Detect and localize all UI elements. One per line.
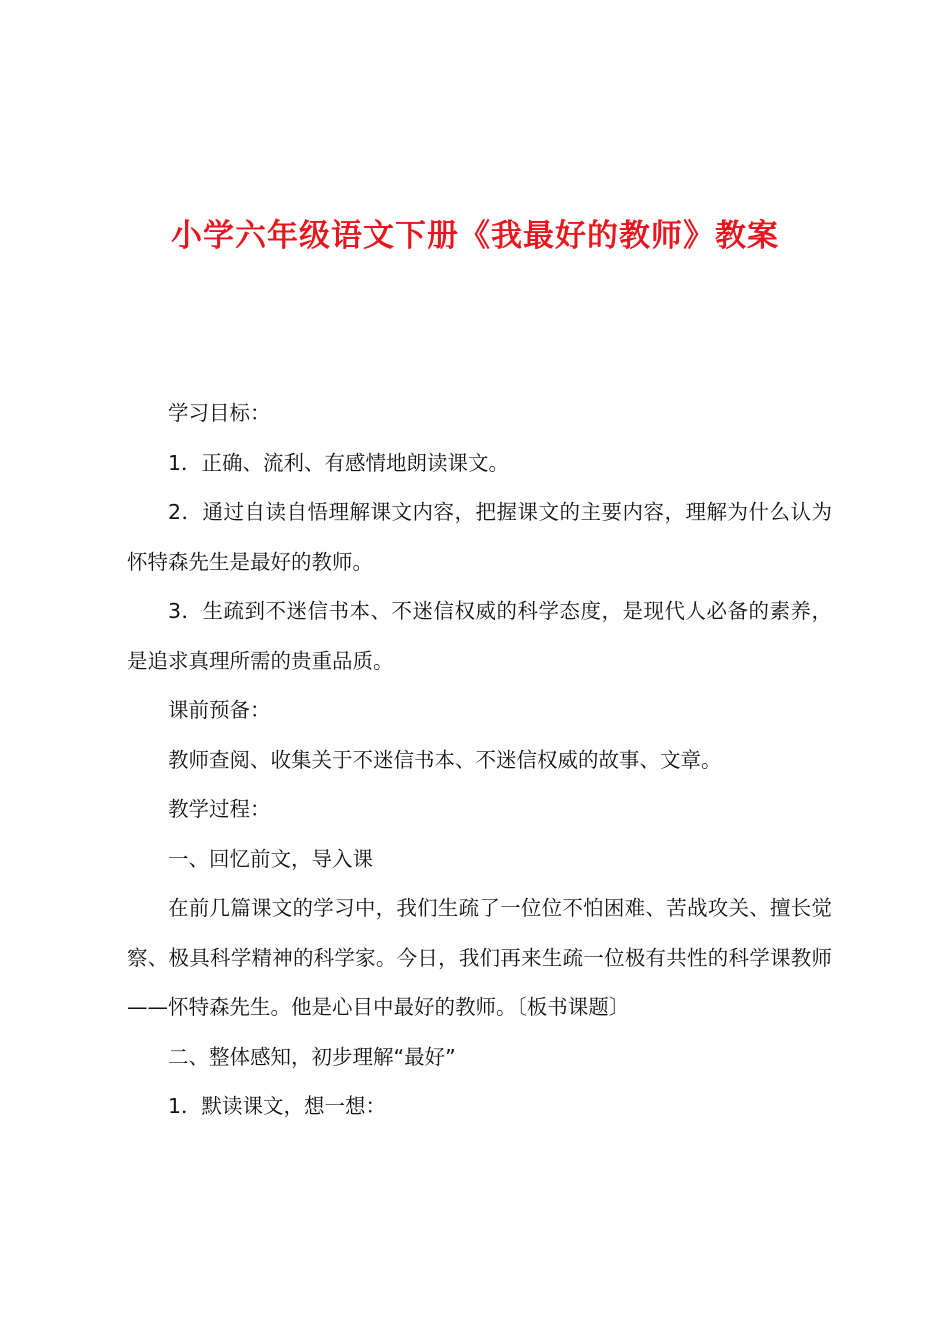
process-step-1-text: 在前几篇课文的学习中，我们生疏了一位位不怕困难、苦战攻关、擅长觉察、极具科学精神的科学家。今日，我们再来生疏一位极有共性的科学课教师——怀特森先生。他是心目中最好的教师。〔板书课题〕 xyxy=(127,896,832,1019)
section-heading-objectives: 学习目标： xyxy=(168,401,271,425)
objective-item-1: 1．正确、流利、有感情地朗读课文。 xyxy=(168,450,510,475)
preparation-text: 教师查阅、收集关于不迷信书本、不迷信权威的故事、文章。 xyxy=(168,747,722,772)
process-step-2-heading: 二、整体感知，初步理解“最好” xyxy=(168,1044,456,1069)
document-body xyxy=(127,389,832,1132)
process-step-1-heading: 一、回忆前文，导入课 xyxy=(168,846,373,871)
document-title: 小学六年级语文下册《我最好的教师》教案 xyxy=(171,218,779,254)
process-step-2-item-1: 1．默读课文，想一想： xyxy=(168,1094,387,1118)
section-heading-preparation: 课前预备： xyxy=(168,698,271,722)
section-heading-process: 教学过程： xyxy=(168,797,271,821)
objective-item-2: 2．通过自读自悟理解课文内容，把握课文的主要内容，理解为什么认为怀特森先生是最好的教师。 xyxy=(127,500,832,574)
objective-item-3: 3．生疏到不迷信书本、不迷信权威的科学态度，是现代人必备的素养，是追求真理所需的贵重品质。 xyxy=(127,599,832,673)
